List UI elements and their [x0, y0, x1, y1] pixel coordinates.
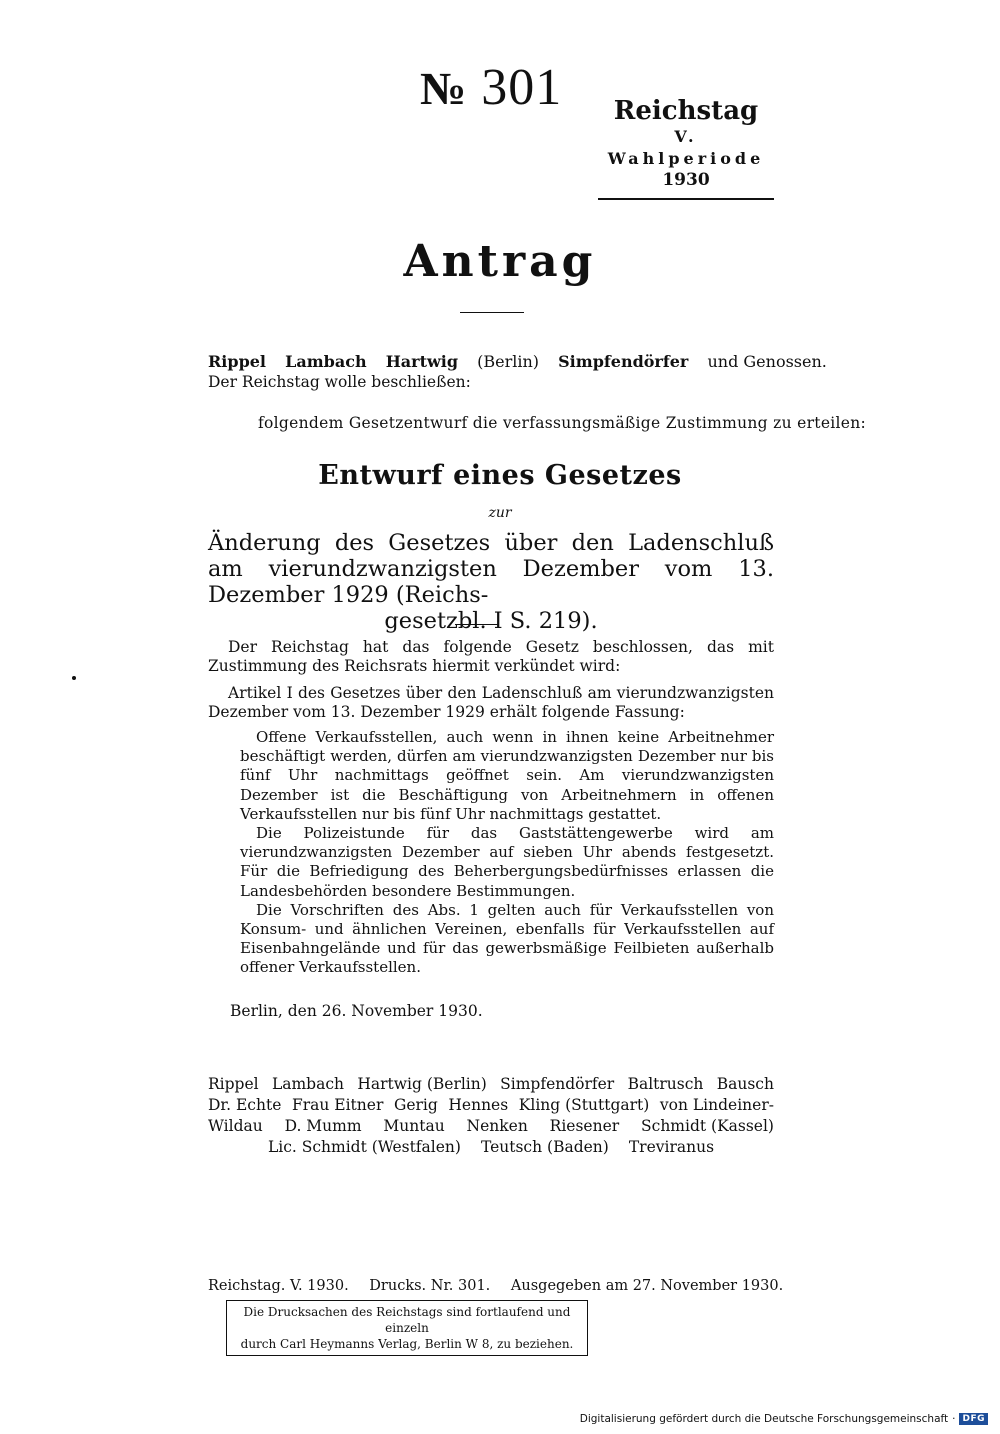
signatory: Dr. Echte: [208, 1096, 282, 1114]
signatory: Nenken: [466, 1117, 528, 1135]
law-subject: [208, 530, 774, 634]
signatory-row: [208, 1116, 774, 1137]
number-value: 301: [481, 59, 563, 116]
period-year: 1930: [662, 170, 710, 190]
motion-intro: Der Reichstag wolle beschließen:: [208, 373, 471, 391]
signatory: Lambach: [271, 1075, 345, 1093]
document-title: Antrag: [403, 236, 597, 287]
signatory-row: [208, 1095, 774, 1116]
dfg-logo-icon: DFG: [959, 1413, 988, 1425]
digitization-credit: Digitalisierung gefördert durch die Deutsche Forschungsgemeinschaft · DFG: [580, 1413, 988, 1425]
place-date: Berlin, den 26. November 1930.: [230, 1002, 483, 1020]
law-divider: [455, 624, 499, 625]
footer-issue-date: Ausgegeben am 27. November 1930.: [510, 1278, 784, 1294]
author: Rippel: [208, 352, 267, 371]
election-period: V. Wahlperiode: [607, 127, 765, 168]
signatory: Schmidt (Kassel): [641, 1117, 774, 1135]
footer-chamber: Reichstag. V. 1930.: [208, 1278, 349, 1294]
credit-text: Digitalisierung gefördert durch die Deutsche Forschungsgemeinschaft: [579, 1413, 949, 1425]
publisher-note-line: durch Carl Heymanns Verlag, Berlin W 8, zu beziehen.: [240, 1337, 574, 1351]
signatory: Kling (Stuttgart): [518, 1096, 650, 1114]
motion-authors: [208, 352, 827, 371]
law-subject-main: Änderung des Gesetzes über den Ladenschluß am vierundzwanzigsten Dezember vom 13. Dezember 1929 (Reichs-: [208, 530, 774, 608]
signatories: [208, 1074, 774, 1158]
signatory: D. Mumm: [284, 1117, 362, 1135]
signatory: Treviranus: [628, 1138, 715, 1156]
article-body: [240, 728, 774, 978]
footer-print-number: Drucks. Nr. 301.: [369, 1278, 491, 1294]
publisher-note-line: Die Drucksachen des Reichstags sind fortlaufend und einzeln: [243, 1305, 571, 1335]
signatory: Teutsch (Baden): [480, 1138, 609, 1156]
law-heading: Entwurf eines Gesetzes: [318, 460, 682, 491]
author: Hartwig: [385, 352, 459, 371]
authors-suffix: und Genossen.: [707, 352, 827, 371]
signatory: Rippel: [208, 1075, 259, 1093]
motion-text: folgendem Gesetzentwurf die verfassungsmäßige Zustimmung zu erteilen:: [258, 414, 867, 432]
signatory: Baltrusch: [627, 1075, 704, 1093]
publisher-note: [226, 1300, 588, 1356]
author: Lambach: [285, 352, 367, 371]
signatory: Simpfendörfer: [500, 1075, 615, 1093]
signatory: Frau Eitner: [291, 1096, 384, 1114]
header-rule: [598, 198, 774, 200]
author-note: (Berlin): [477, 352, 540, 371]
signatory-row: [208, 1074, 774, 1095]
signatory: Hartwig (Berlin): [357, 1075, 487, 1093]
signatory-row: [208, 1137, 774, 1158]
law-zur: zur: [488, 505, 512, 521]
signatory: Gerig: [393, 1096, 438, 1114]
print-speck: [72, 676, 76, 680]
title-divider: [460, 312, 524, 313]
document-number: [420, 58, 562, 117]
article-paragraph: Offene Verkaufsstellen, auch wenn in ihnen keine Arbeitnehmer beschäftigt werden, dürfen am vierundzwanzigsten Dezember nur bis fünf Uhr nachmittags geöffnet sein. Am vierundzwanzigsten Dezember ist die Beschäftigung von Arbeitnehmern in offenen Verkaufsstellen nur bis fünf Uhr nachmittags gestattet.: [240, 728, 774, 823]
signatory: Riesener: [549, 1117, 620, 1135]
signatory: Wildau: [208, 1117, 263, 1135]
signatory: Muntau: [383, 1117, 445, 1135]
author: Simpfendörfer: [558, 352, 689, 371]
signatory: von Lindeiner-: [659, 1096, 774, 1114]
law-preamble: Der Reichstag hat das folgende Gesetz beschlossen, das mit Zustimmung des Reichsrats hiermit verkündet wird:: [208, 638, 774, 675]
article-intro: Artikel I des Gesetzes über den Ladenschluß am vierundzwanzigsten Dezember vom 13. Dezember 1929 erhält folgende Fassung:: [208, 684, 774, 721]
number-sign: №: [420, 63, 468, 114]
article-paragraph: Die Polizeistunde für das Gaststättengewerbe wird am vierundzwanzigsten Dezember auf sieben Uhr abends festgesetzt. Für die Befriedigung des Beherbergungsbedürfnisses erlassen die Landesbehörden besondere Bestimmungen.: [240, 824, 774, 900]
signatory: Hennes: [448, 1096, 509, 1114]
law-subject-last: gesetzbl. I S. 219).: [384, 608, 598, 634]
article-paragraph: Die Vorschriften des Abs. 1 gelten auch für Verkaufsstellen von Konsum- und ähnlichen Vereinen, ebenfalls für Verkaufsstellen auf Eisenbahngelände und für das gewerbsmäßige Feilbieten außerhalb offener Verkaufsstellen.: [240, 900, 774, 977]
print-footer: [208, 1278, 799, 1294]
signatory: Bausch: [716, 1075, 774, 1093]
reichstag-header: [598, 96, 774, 200]
chamber-name: Reichstag: [613, 96, 759, 126]
signatory: Lic. Schmidt (Westfalen): [267, 1138, 461, 1156]
